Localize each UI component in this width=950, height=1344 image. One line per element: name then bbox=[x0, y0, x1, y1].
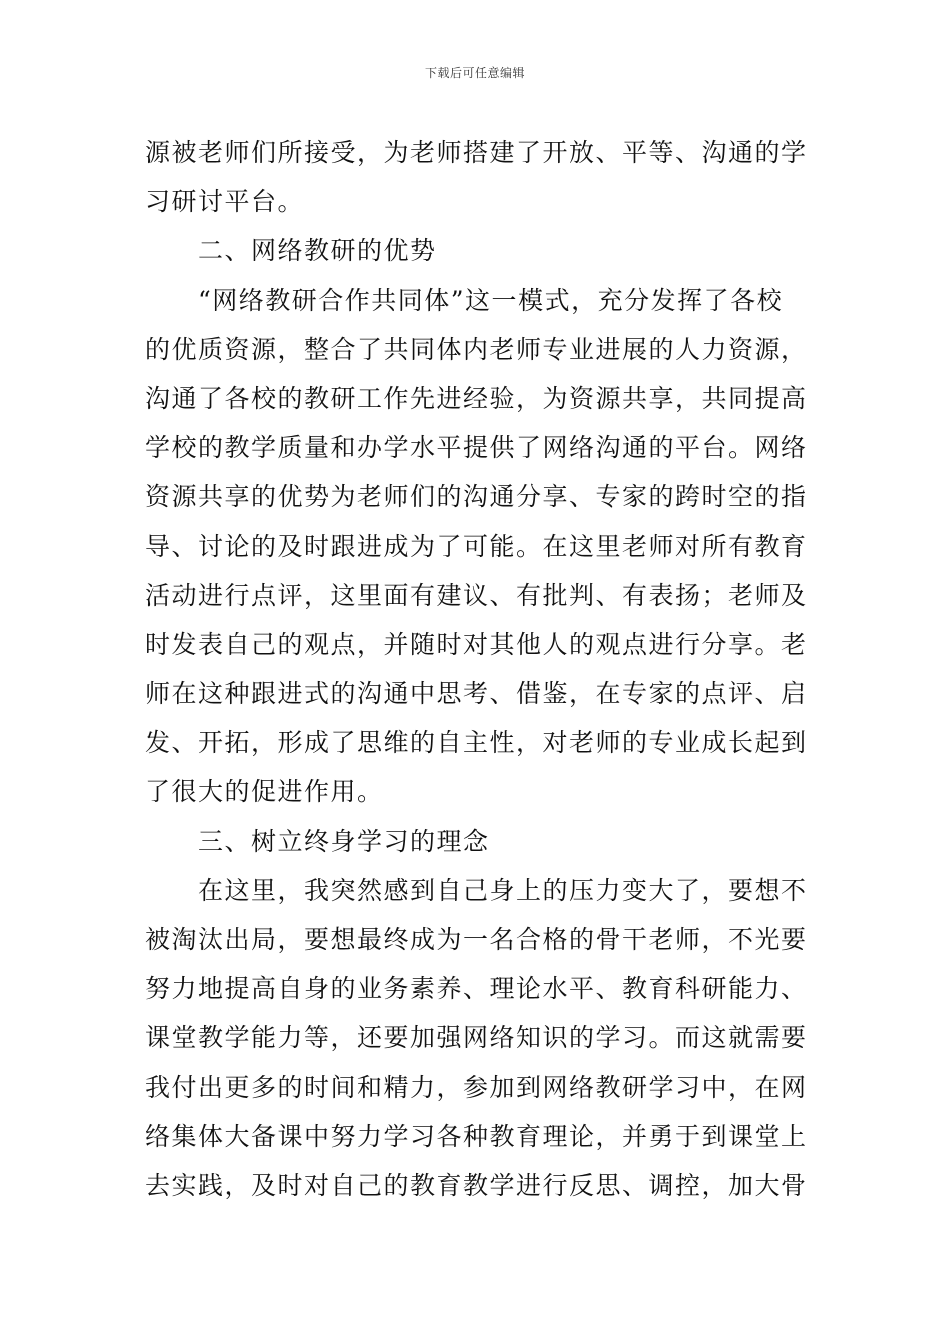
text-line: 源被老师们所接受，为老师搭建了开放、平等、沟通的学 bbox=[145, 138, 808, 167]
text-line: 发、开拓，形成了思维的自主性，对老师的专业成长起到 bbox=[145, 728, 808, 758]
text-line: 资源共享的优势为老师们的沟通分享、专家的跨时空的指 bbox=[145, 482, 808, 512]
page-header: 下载后可任意编辑 bbox=[424, 66, 525, 80]
body-text bbox=[145, 128, 807, 1210]
text-line: 络集体大备课中努力学习各种教育理论，并勇于到课堂上 bbox=[145, 1121, 808, 1151]
text-line: “网络教研合作共同体”这一模式，充分发挥了各校 bbox=[198, 285, 784, 315]
text-line: 导、讨论的及时跟进成为了可能。在这里老师对所有教育 bbox=[145, 531, 808, 561]
text-line: 活动进行点评，这里面有建议、有批判、有表扬；老师及 bbox=[145, 580, 808, 610]
text-line: 在这里，我突然感到自己身上的压力变大了，要想不 bbox=[198, 875, 808, 905]
text-line: 去实践，及时对自己的教育教学进行反思、调控，加大骨 bbox=[145, 1170, 808, 1200]
text-line: 被淘汰出局，要想最终成为一名合格的骨干老师，不光要 bbox=[145, 925, 808, 954]
text-line: 沟通了各校的教研工作先进经验，为资源共享，共同提高 bbox=[145, 383, 808, 413]
text-line: 时发表自己的观点，并随时对其他人的观点进行分享。老 bbox=[145, 629, 808, 659]
text-line: 我付出更多的时间和精力，参加到网络教研学习中，在网 bbox=[145, 1072, 808, 1102]
text-line: 习研讨平台。 bbox=[145, 187, 305, 217]
text-line: 的优质资源，整合了共同体内老师专业进展的人力资源， bbox=[145, 334, 808, 364]
text-line: 努力地提高自身的业务素养、理论水平、教育科研能力、 bbox=[145, 974, 808, 1004]
section-heading-advantages: 二、网络教研的优势 bbox=[198, 236, 437, 266]
text-line: 了很大的促进作用。 bbox=[145, 777, 384, 807]
text-line: 师在这种跟进式的沟通中思考、借鉴，在专家的点评、启 bbox=[145, 679, 808, 709]
text-line: 课堂教学能力等，还要加强网络知识的学习。而这就需要 bbox=[145, 1023, 808, 1053]
text-line: 学校的教学质量和办学水平提供了网络沟通的平台。网络 bbox=[145, 433, 808, 463]
section-heading-lifelong-learning: 三、树立终身学习的理念 bbox=[198, 826, 490, 856]
